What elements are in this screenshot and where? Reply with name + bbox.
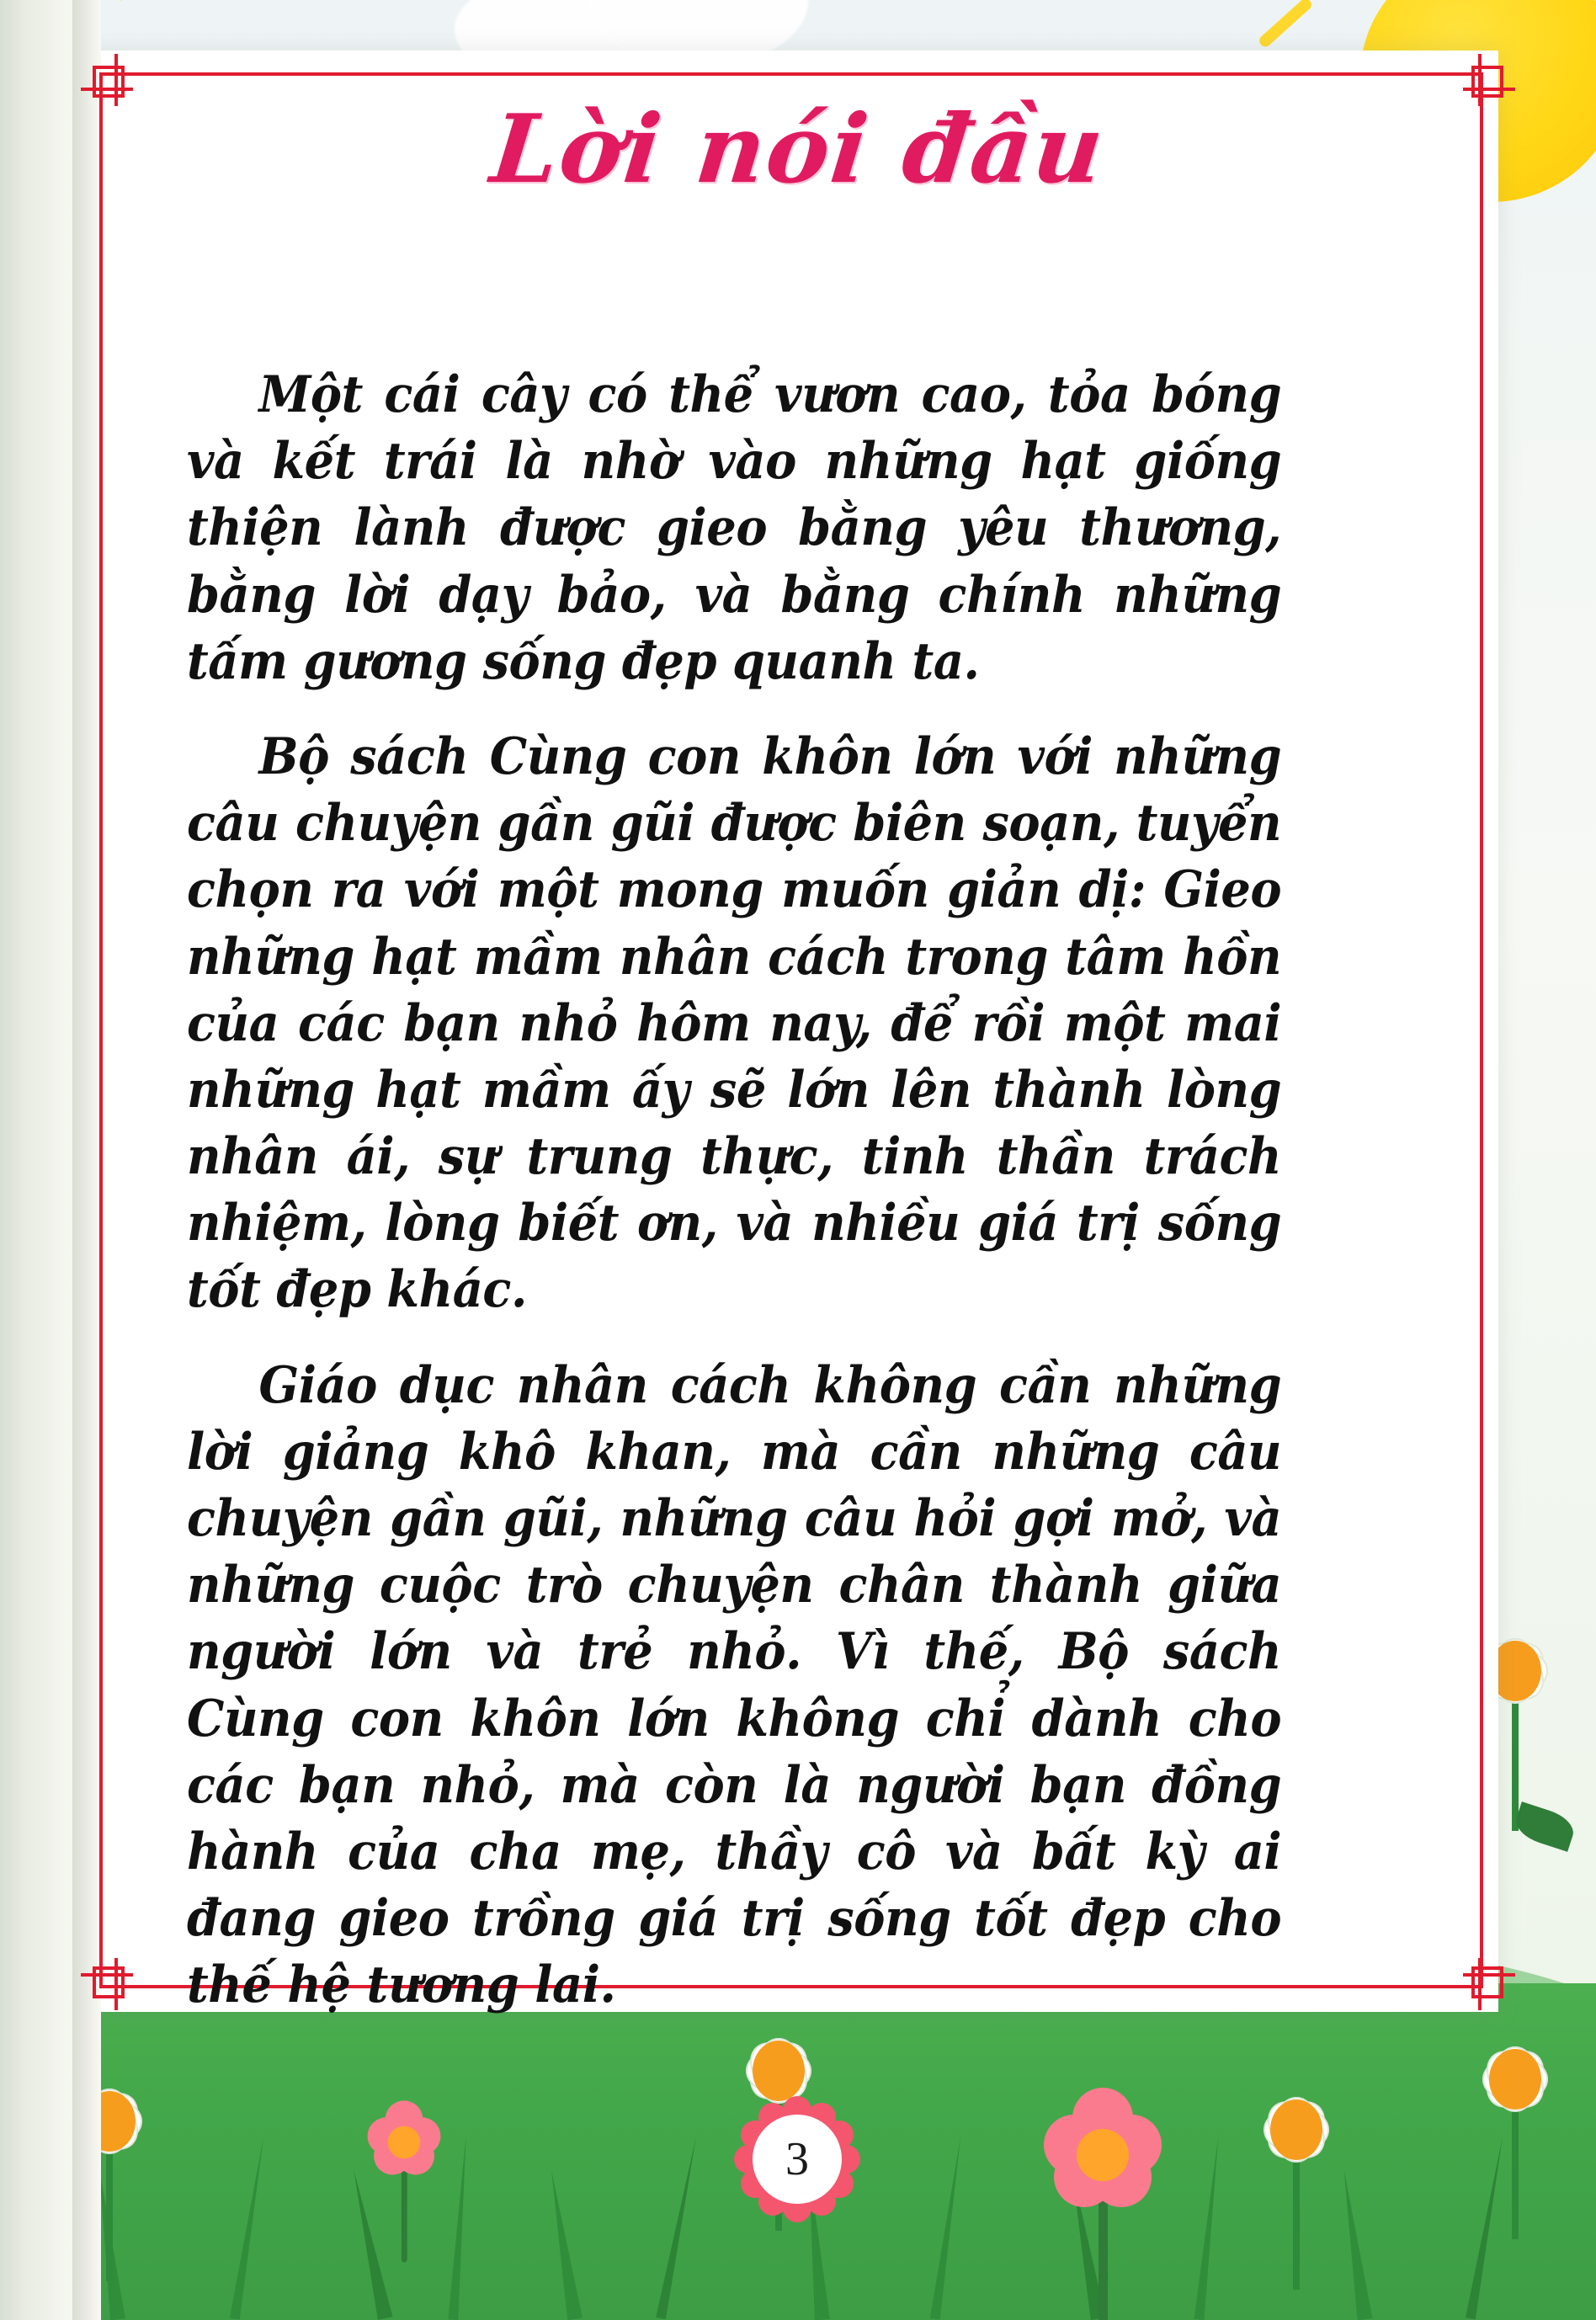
- preface-body: [187, 362, 1364, 2048]
- page-number-badge: [734, 2096, 860, 2222]
- corner-ornament-icon: [1444, 1940, 1515, 2010]
- paragraph: Bộ sách Cùng con khôn lớn với những câu chuyện gần gũi được biên soạn, tuyển chọn ra với một mong muốn giản dị: Gieo những hạt mầm nhân cách trong tâm hồn của các bạn nhỏ hôm nay, để rồi một mai những hạt mầm ấy sẽ lớn lên thành lòng nhân ái, sự trung thực, tinh thần trách nhiệm, lòng biết ơn, và nhiều giá trị sống tốt đẹp khác.: [187, 726, 1282, 1320]
- paragraph: Giáo dục nhân cách không cần những lời giảng khô khan, mà cần những câu chuyện gần gũi, những câu hỏi gợi mở, và những cuộc trò chuyện chân thành giữa người lớn và trẻ nhỏ. Vì thế, Bộ sách Cùng con khôn lớn không chỉ dành cho các bạn nhỏ, mà còn là người bạn đồng hành của cha mẹ, thầy cô và bất kỳ ai đang gieo trồng giá trị sống tốt đẹp cho thế hệ tương lai.: [187, 1355, 1282, 2015]
- paragraph: Một cái cây có thể vươn cao, tỏa bóng và kết trái là nhờ vào những hạt giống thiện lành được gieo bằng yêu thương, bằng lời dạy bảo, và bằng chính những tấm gương sống đẹp quanh ta.: [187, 365, 1282, 691]
- pink-flower-center: [1077, 2129, 1129, 2181]
- page-number: 3: [753, 2115, 842, 2204]
- page-title: Lời nói đầu: [486, 94, 1110, 205]
- sun-ray-icon: [120, 0, 121, 1]
- daisy-center: [1270, 2099, 1322, 2160]
- corner-ornament-icon: [81, 1940, 152, 2010]
- daisy-center: [753, 2041, 805, 2101]
- daisy-center: [1489, 2049, 1541, 2110]
- pink-flower-center: [388, 2126, 420, 2158]
